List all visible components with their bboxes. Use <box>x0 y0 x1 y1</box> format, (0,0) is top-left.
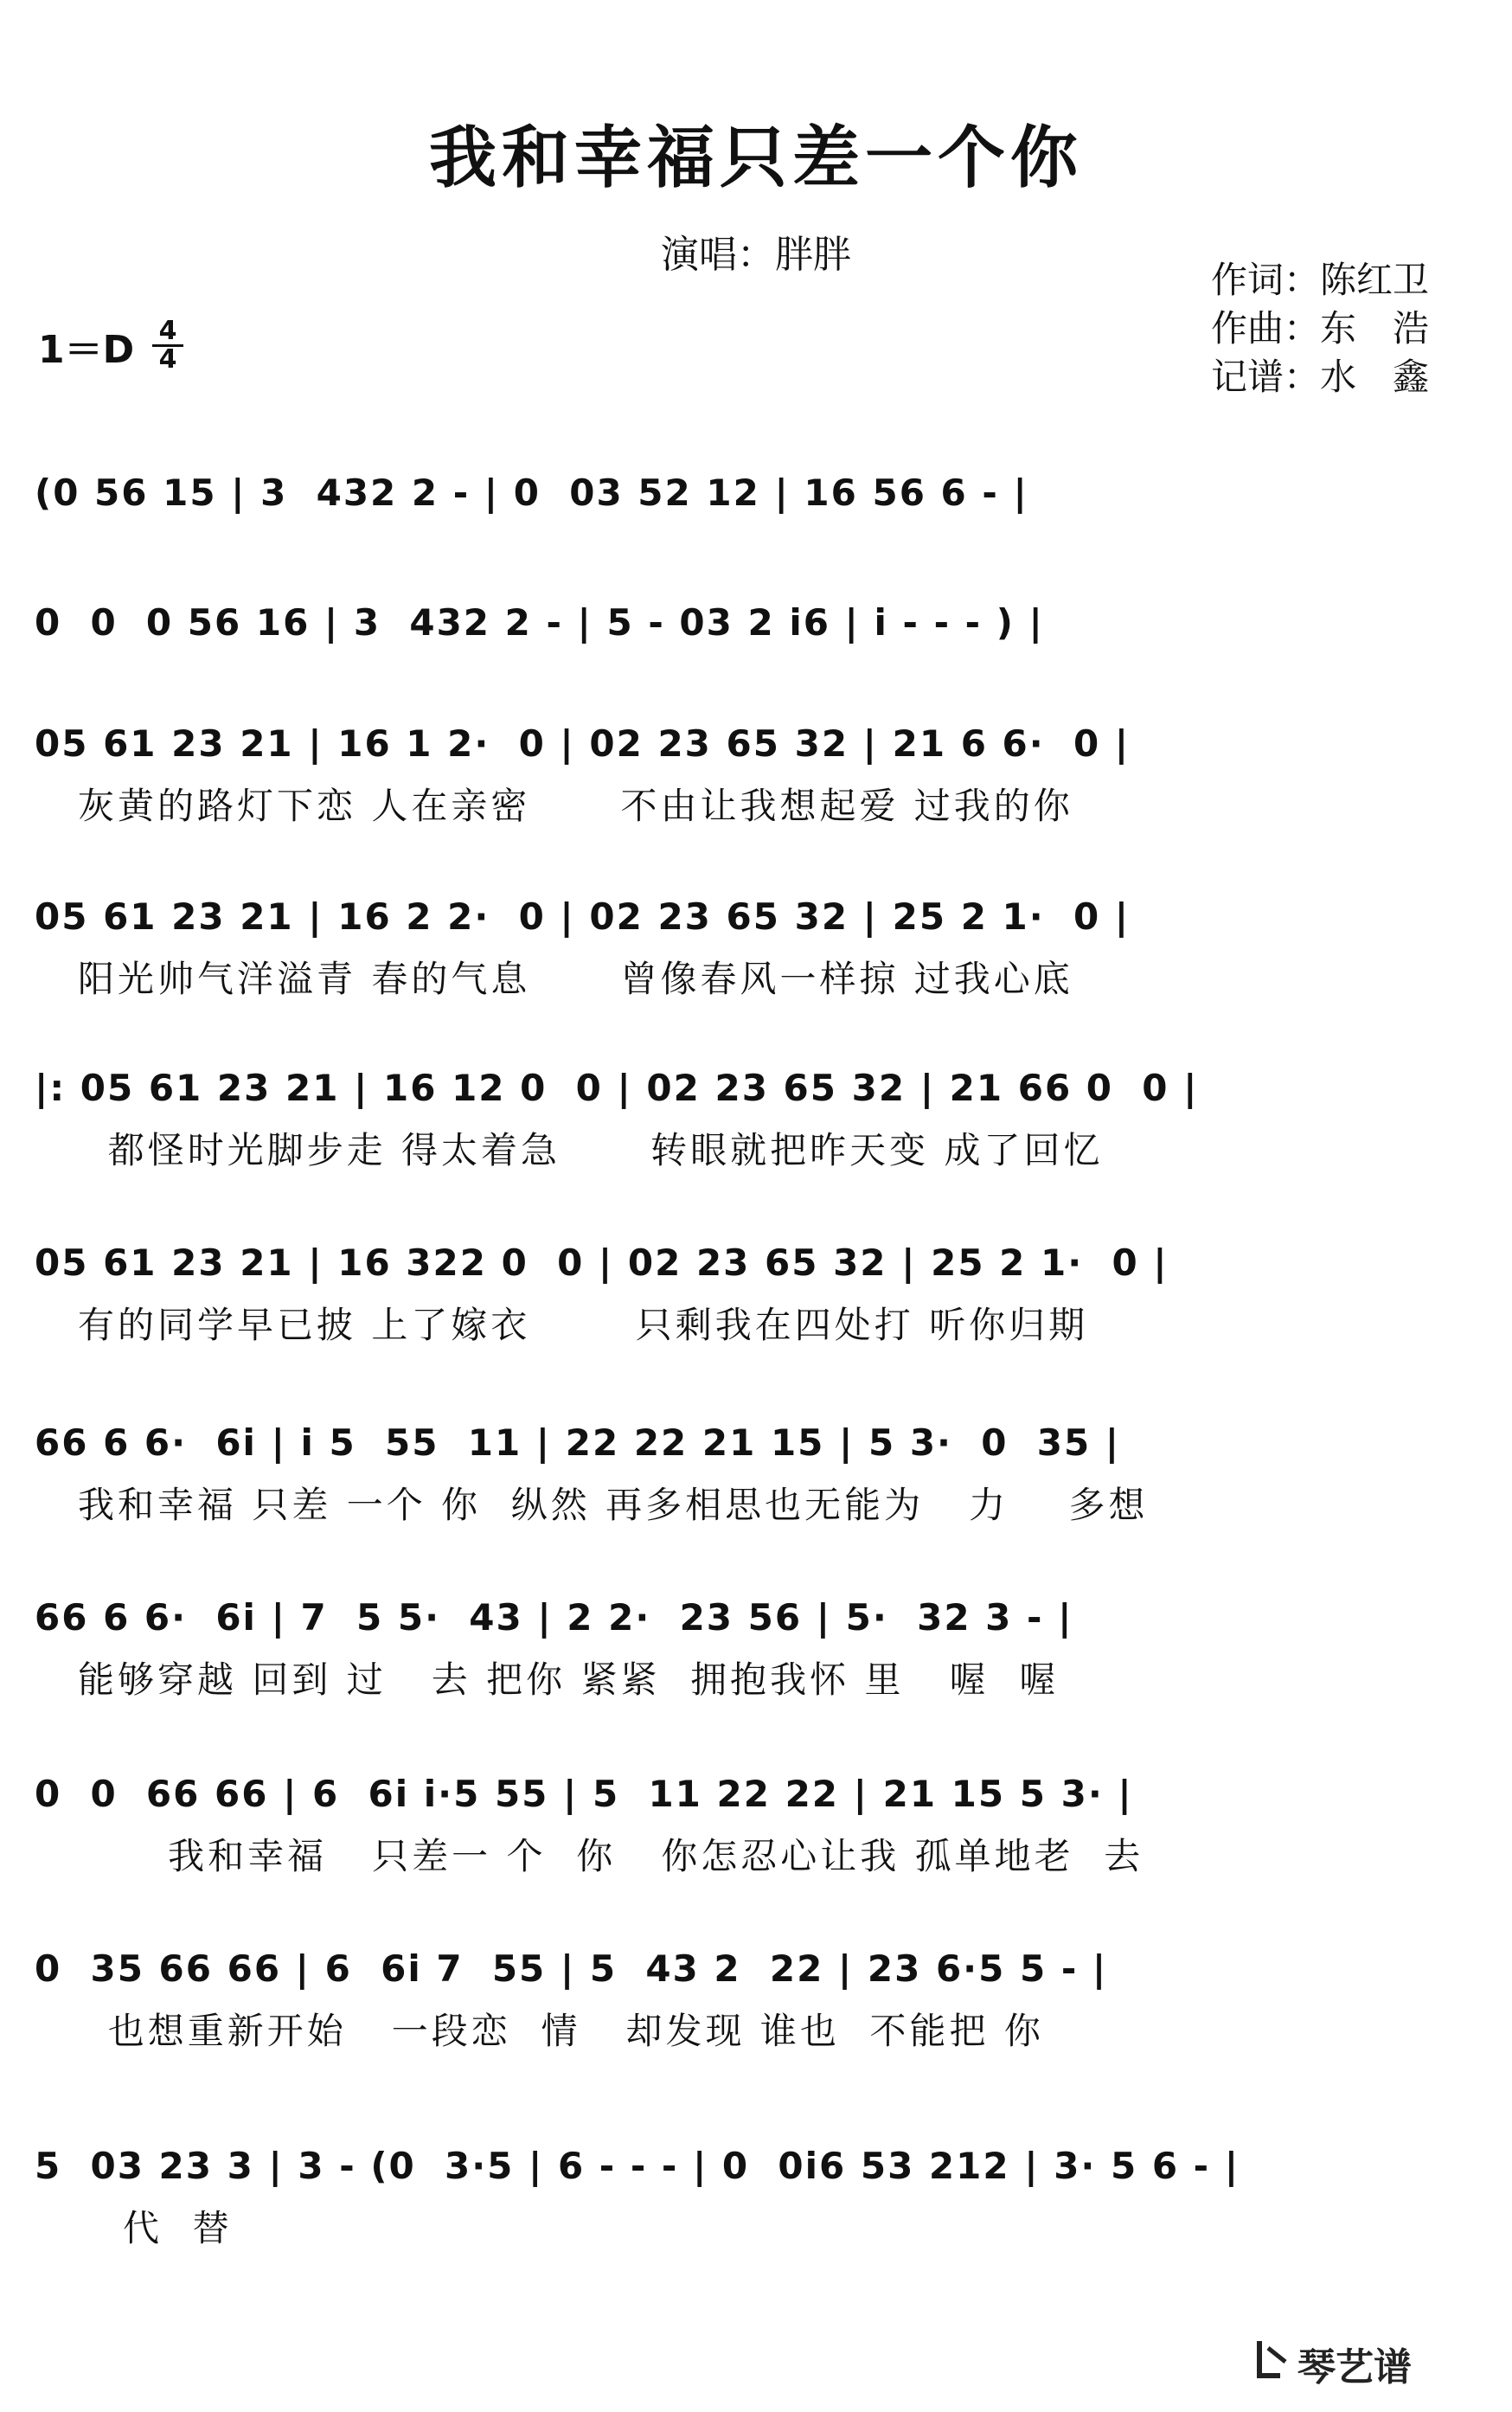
qinyipu-logo-icon <box>1254 2336 1292 2384</box>
notation-line: 0 35 66 66 | 6 6i 7 55 | 5 43 2 22 | 23 6·5 5 - | <box>35 1947 1108 1990</box>
lyric-line: 阳光帅气洋溢青 春的气息 曾像春风一样掠 过我心底 <box>78 958 1073 1000</box>
lyric-line: 都怪时光脚步走 得太着急 转眼就把昨天变 成了回忆 <box>78 1129 1104 1171</box>
time-signature-bottom: 4 <box>152 344 183 373</box>
notation-line: 05 61 23 21 | 16 2 2· 0 | 02 23 65 32 | 25 2 1· 0 | <box>35 895 1131 938</box>
lyric-line: 灰黄的路灯下恋 人在亲密 不由让我想起爱 过我的你 <box>78 785 1073 827</box>
notation-line: 05 61 23 21 | 16 1 2· 0 | 02 23 65 32 | 21 6 6· 0 | <box>35 722 1131 765</box>
time-signature <box>152 318 183 373</box>
lyric-line: 我和幸福 只差 一个 你 纵然 再多相思也无能为 力 多想 <box>78 1484 1149 1526</box>
credits-block <box>1211 256 1429 401</box>
notation-line: 5 03 23 3 | 3 - (0 3·5 | 6 - - - | 0 0i6 53 212 | 3· 5 6 - | <box>35 2145 1240 2187</box>
score-row <box>35 1943 1477 2056</box>
singer-credit: 演唱：胖胖 <box>661 233 851 277</box>
notation-line: 66 6 6· 6i | i 5 55 11 | 22 22 21 15 | 5 3· 0 35 | <box>35 1421 1121 1464</box>
watermark: 琴艺谱 <box>1297 2345 1412 2390</box>
lyric-line: 有的同学早已披 上了嫁衣 只剩我在四处打 听你归期 <box>78 1304 1089 1346</box>
notation-line: 66 6 6· 6i | 7 5 5· 43 | 2 2· 23 56 | 5· 32 3 - | <box>35 1596 1073 1639</box>
notation-line: (0 56 15 | 3 432 2 - | 0 03 52 12 | 16 56 6 - | <box>35 471 1028 514</box>
transcriber-credit: 记谱：水 鑫 <box>1211 356 1430 398</box>
score-title: 我和幸福只差一个你 <box>428 119 1083 197</box>
notation-line: 0 0 0 56 16 | 3 432 2 - | 5 - 03 2 i6 | i - - - ) | <box>35 601 1044 644</box>
score-row <box>35 1062 1477 1175</box>
score-row <box>35 891 1477 1004</box>
key-signature: 1＝D <box>38 328 135 372</box>
lyric-line: 代 替 <box>78 2207 233 2249</box>
notation-line: 05 61 23 21 | 16 322 0 0 | 02 23 65 32 | 25 2 1· 0 | <box>35 1241 1169 1284</box>
score-row <box>35 467 1477 580</box>
score-row <box>35 1768 1477 1881</box>
score-row <box>35 2140 1477 2253</box>
lyric-line: 也想重新开始 一段恋 情 却发现 谁也 不能把 你 <box>78 2010 1044 2052</box>
lyric-line: 能够穿越 回到 过 去 把你 紧紧 拥抱我怀 里 喔 喔 <box>78 1658 1060 1701</box>
score-row <box>35 718 1477 831</box>
time-signature-top: 4 <box>158 316 177 346</box>
lyric-line: 我和幸福 只差一 个 你 你怎忍心让我 孤单地老 去 <box>78 1835 1144 1877</box>
lyric-line <box>35 661 1477 709</box>
score-row <box>35 1417 1477 1530</box>
score-row <box>35 1237 1477 1350</box>
score-row <box>35 1592 1477 1704</box>
composer-credit: 作曲：东 浩 <box>1211 307 1430 350</box>
notation-line: 0 0 66 66 | 6 6i i·5 55 | 5 11 22 22 | 21 15 5 3· | <box>35 1773 1133 1815</box>
notation-line: |: 05 61 23 21 | 16 12 0 0 | 02 23 65 32 | 21 66 0 0 | <box>35 1067 1199 1109</box>
lyricist-credit: 作词：陈红卫 <box>1211 259 1430 301</box>
lyric-line <box>35 531 1477 580</box>
score-row <box>35 597 1477 709</box>
